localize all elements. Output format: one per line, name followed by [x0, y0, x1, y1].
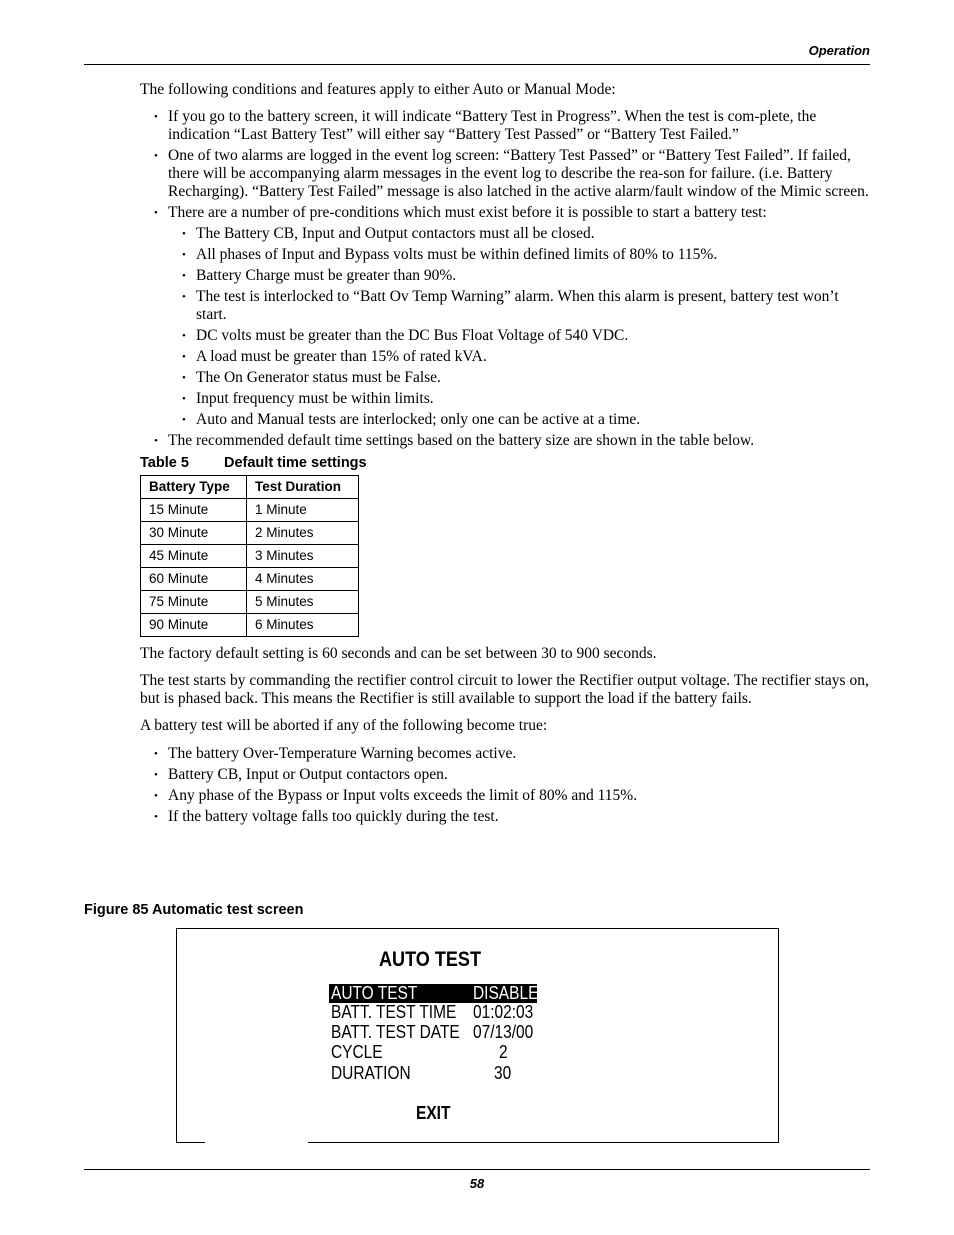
table-row	[141, 499, 359, 522]
batt-test-date-label: BATT. TEST DATE	[331, 1022, 460, 1042]
precondition-item: • Battery Charge must be greater than 90%.	[168, 267, 872, 285]
abort-intro-paragraph: A battery test will be aborted if any of the following become true:	[140, 717, 548, 734]
screen-title: AUTO TEST	[379, 948, 482, 971]
condition-item: • The recommended default time settings based on the battery size are shown in the table below.	[140, 432, 872, 450]
batt-test-time-label: BATT. TEST TIME	[331, 1002, 457, 1022]
default-setting-paragraph: The factory default setting is 60 seconds and can be set between 30 to 900 seconds.	[140, 645, 657, 662]
test-duration-cell: 1 Minute	[247, 499, 359, 522]
abort-condition-item: • If the battery voltage falls too quickly during the test.	[140, 808, 872, 826]
condition-item: • One of two alarms are logged in the event log screen: “Battery Test Passed” or “Battery Test Failed”. If failed, there will be accompanying alarm messages in the event log to describe the rea-son for failure. (i.e. Battery Recharging). “Battery Test Failed” message is also latched in the active alarm/fault window of the Mimic screen.	[140, 147, 872, 201]
auto-test-label[interactable]: AUTO TEST	[331, 983, 418, 1003]
precondition-item: • The test is interlocked to “Batt Ov Temp Warning” alarm. When this alarm is present, battery test won’t start.	[168, 288, 872, 324]
abort-condition-item: • The battery Over-Temperature Warning becomes active.	[140, 745, 872, 763]
battery-type-cell: 90 Minute	[141, 614, 247, 637]
test-duration-cell: 6 Minutes	[247, 614, 359, 637]
preconditions-list	[168, 225, 872, 429]
test-duration-cell: 4 Minutes	[247, 568, 359, 591]
screen-border-bottom-right	[308, 1142, 778, 1143]
duration-value[interactable]: 30	[494, 1063, 512, 1083]
cycle-label: CYCLE	[331, 1042, 383, 1062]
table-row	[141, 568, 359, 591]
condition-text: There are a number of pre-conditions which must exist before it is possible to start a battery test:	[168, 204, 767, 221]
battery-type-cell: 30 Minute	[141, 522, 247, 545]
rectifier-paragraph: The test starts by commanding the rectifier control circuit to lower the Rectifier output voltage. The rectifier stays on, but is phased back. This means the Rectifier is still available to support the load if the battery fails.	[140, 672, 869, 707]
precondition-item: • Input frequency must be within limits.	[168, 390, 872, 408]
auto-test-value[interactable]: DISABLE	[473, 983, 539, 1003]
table-row	[141, 591, 359, 614]
column-header-test-duration: Test Duration	[247, 476, 359, 499]
table-title: Default time settings	[224, 455, 367, 471]
test-duration-cell: 2 Minutes	[247, 522, 359, 545]
precondition-item: • The On Generator status must be False.	[168, 369, 872, 387]
battery-type-cell: 45 Minute	[141, 545, 247, 568]
default-time-settings-table	[140, 475, 359, 637]
table-number: Table 5	[140, 455, 189, 471]
abort-condition-item: • Any phase of the Bypass or Input volts exceeds the limit of 80% and 115%.	[140, 787, 872, 805]
condition-item	[140, 204, 872, 429]
column-header-battery-type: Battery Type	[141, 476, 247, 499]
condition-item: • If you go to the battery screen, it will indicate “Battery Test in Progress”. When the test is com-plete, the indication “Last Battery Test” will either say “Battery Test Passed” or “Battery Test Failed.”	[140, 108, 872, 144]
header-rule	[84, 64, 870, 65]
precondition-item: • All phases of Input and Bypass volts must be within defined limits of 80% to 115%.	[168, 246, 872, 264]
page-number: 58	[469, 1176, 485, 1191]
auto-test-screen	[176, 928, 779, 1143]
precondition-item: • A load must be greater than 15% of rated kVA.	[168, 348, 872, 366]
exit-button[interactable]: EXIT	[416, 1103, 451, 1123]
test-duration-cell: 5 Minutes	[247, 591, 359, 614]
intro-paragraph: The following conditions and features apply to either Auto or Manual Mode:	[140, 81, 616, 98]
figure-caption: Figure 85 Automatic test screen	[84, 902, 304, 918]
abort-condition-item: • Battery CB, Input or Output contactors open.	[140, 766, 872, 784]
running-header: Operation	[808, 43, 870, 58]
abort-conditions-list	[140, 745, 872, 826]
screen-border-bottom-left	[176, 1142, 205, 1143]
test-duration-cell: 3 Minutes	[247, 545, 359, 568]
batt-test-date-value[interactable]: 07/13/00	[473, 1022, 534, 1042]
duration-label: DURATION	[331, 1063, 411, 1083]
conditions-list	[140, 108, 872, 450]
precondition-item: • Auto and Manual tests are interlocked; only one can be active at a time.	[168, 411, 872, 429]
cycle-value[interactable]: 2	[499, 1042, 508, 1062]
precondition-item: • The Battery CB, Input and Output contactors must all be closed.	[168, 225, 872, 243]
table-row	[141, 614, 359, 637]
battery-type-cell: 15 Minute	[141, 499, 247, 522]
table-caption	[140, 454, 872, 474]
battery-type-cell: 75 Minute	[141, 591, 247, 614]
main-content	[140, 81, 872, 829]
footer-rule	[84, 1169, 870, 1170]
table-row	[141, 545, 359, 568]
table-header-row	[141, 476, 359, 499]
battery-type-cell: 60 Minute	[141, 568, 247, 591]
precondition-item: • DC volts must be greater than the DC Bus Float Voltage of 540 VDC.	[168, 327, 872, 345]
batt-test-time-value[interactable]: 01:02:03	[473, 1002, 534, 1022]
table-row	[141, 522, 359, 545]
